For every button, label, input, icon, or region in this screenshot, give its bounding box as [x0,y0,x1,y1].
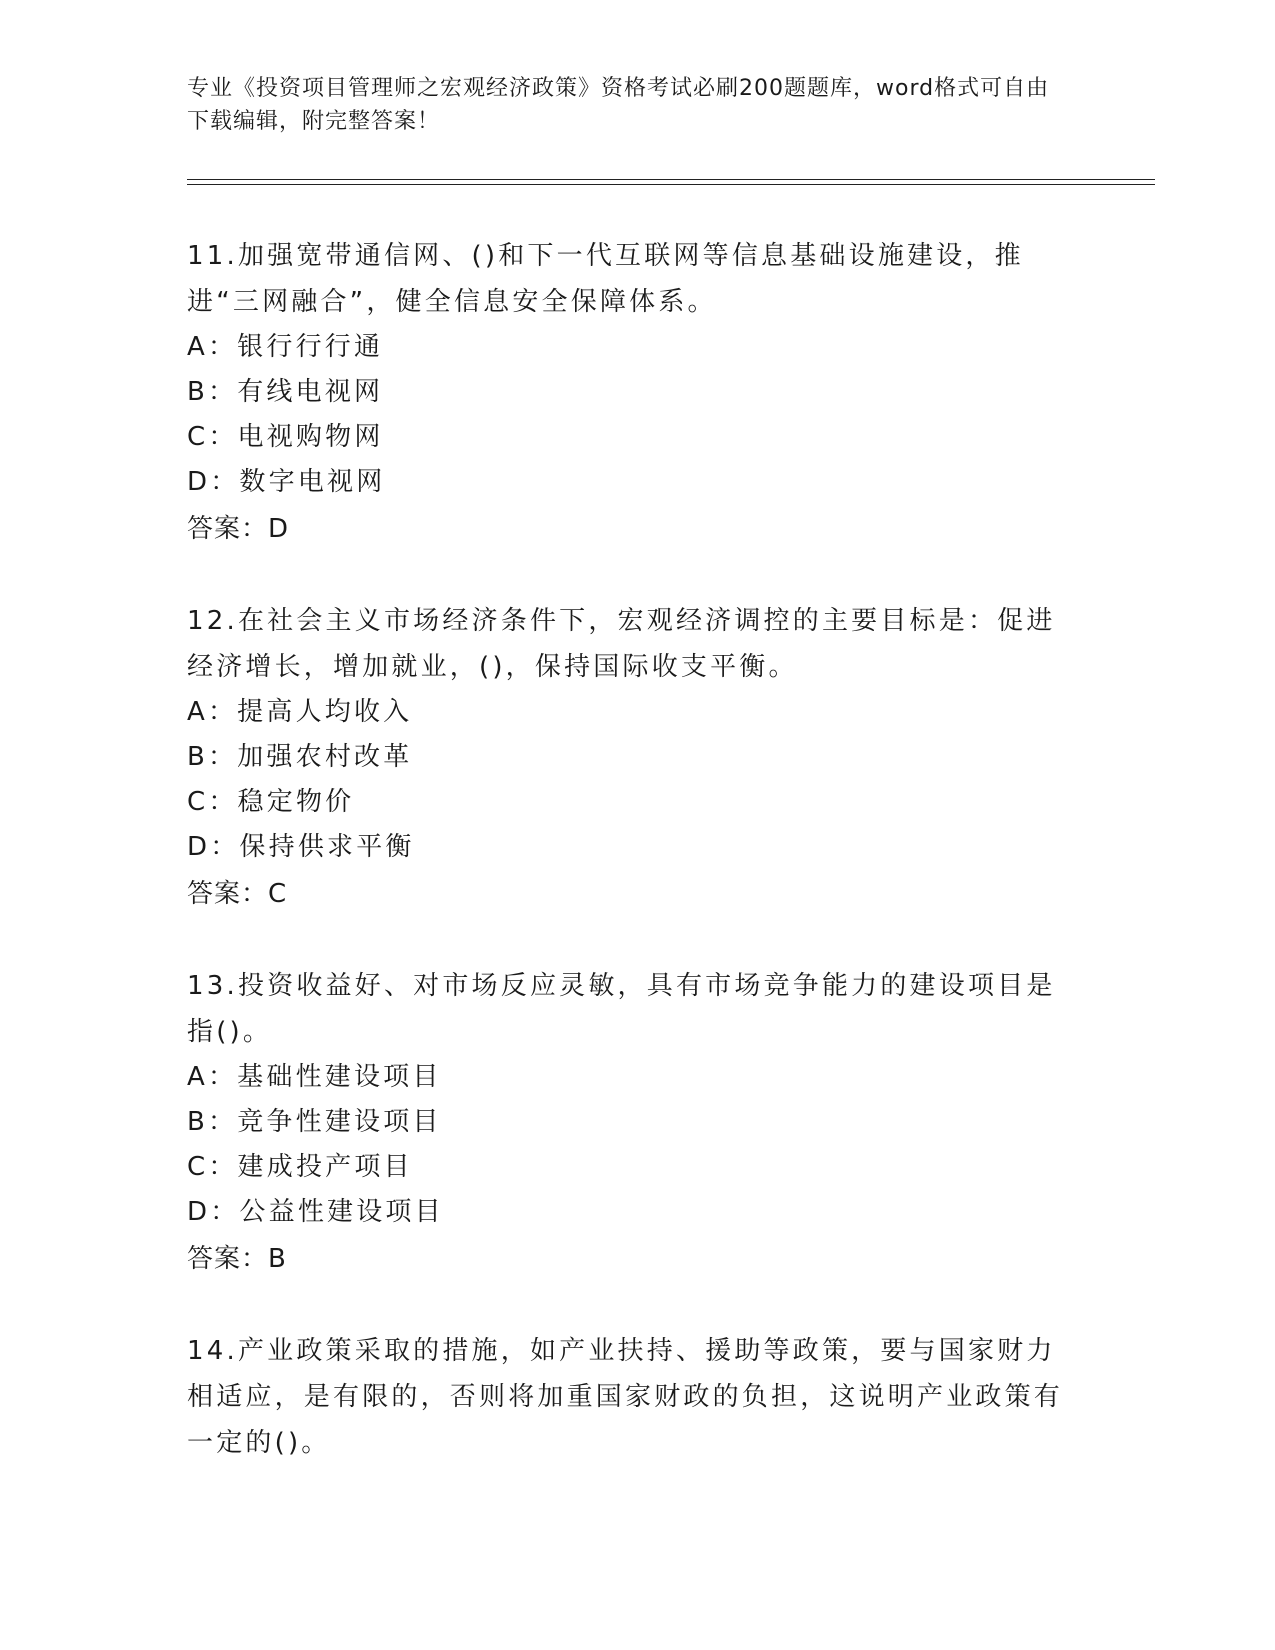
option-a: A：提高人均收入 [187,697,413,727]
question-stem: 13.投资收益好、对市场反应灵敏，具有市场竞争能力的建设项目是指()。 [187,971,1056,1047]
document-header: 专业《投资项目管理师之宏观经济政策》资格考试必刷200题题库，word格式可自由下载编辑，附完整答案！ [187,76,1050,134]
option-b: B：加强农村改革 [187,742,413,772]
header-divider-bottom [187,184,1155,185]
option-a: A：银行行行通 [187,332,384,362]
question-list [187,233,1077,1511]
question-stem: 11.加强宽带通信网、()和下一代互联网等信息基础设施建设，推进“三网融合”，健全信息安全保障体系。 [187,241,1024,317]
option-a: A：基础性建设项目 [187,1062,442,1092]
option-b: B：有线电视网 [187,377,384,407]
option-c: C：稳定物价 [187,787,355,817]
question-stem: 12.在社会主义市场经济条件下，宏观经济调控的主要目标是：促进经济增长，增加就业，()，保持国际收支平衡。 [187,606,1056,682]
answer: 答案：C [187,879,288,909]
question-stem: 14.产业政策采取的措施，如产业扶持、援助等政策，要与国家财力相适应，是有限的，否则将加重国家财政的负担，这说明产业政策有一定的()。 [187,1336,1064,1458]
question-12 [187,598,1077,918]
option-d: D：数字电视网 [187,467,386,497]
question-14 [187,1328,1077,1466]
option-d: D：保持供求平衡 [187,832,415,862]
answer: 答案：B [187,1244,287,1274]
option-d: D：公益性建设项目 [187,1197,444,1227]
option-b: B：竞争性建设项目 [187,1107,442,1137]
option-c: C：电视购物网 [187,422,384,452]
header-divider-top [187,179,1155,180]
question-13 [187,963,1077,1283]
option-c: C：建成投产项目 [187,1152,413,1182]
question-11 [187,233,1077,553]
answer: 答案：D [187,514,290,544]
